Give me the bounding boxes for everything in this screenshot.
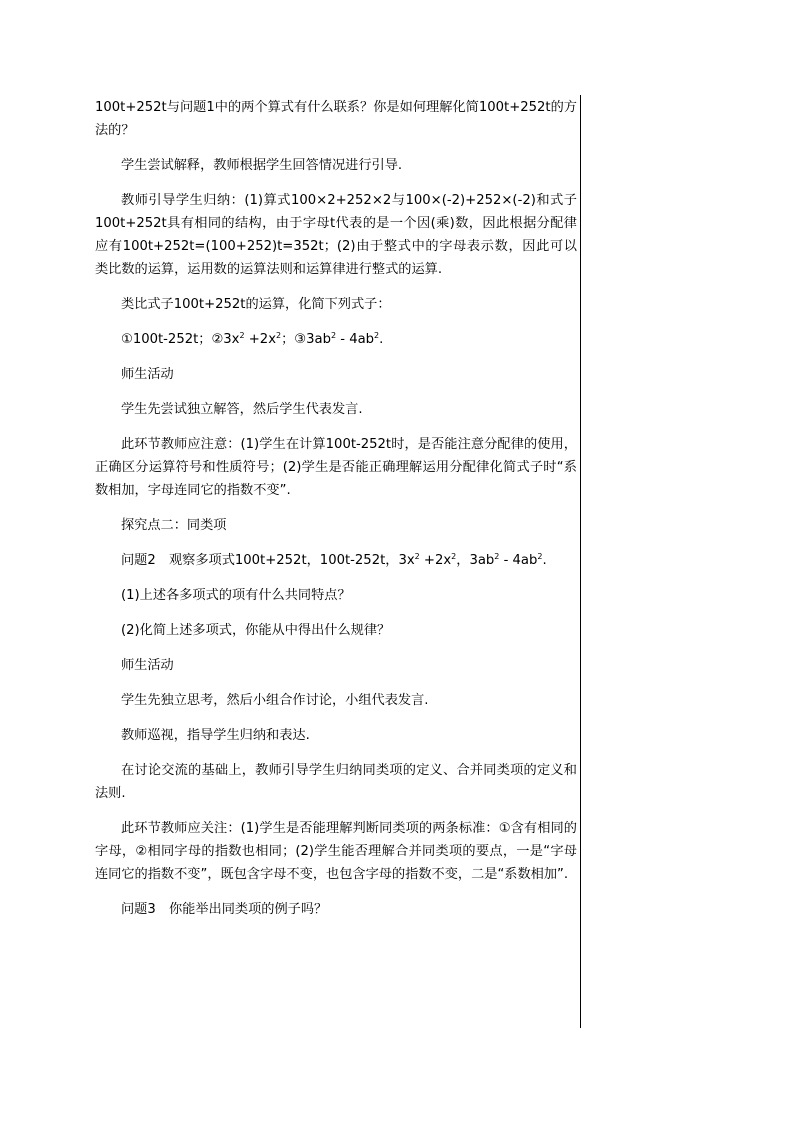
question-2-part-4: - 4ab [499,553,538,568]
exercise-expressions [95,328,577,351]
paragraph-teacher-focus: 此环节教师应关注：(1)学生是否能理解判断同类项的两条标准：①含有相同的字母，②相同字母的指数也相同；(2)学生能否理解合并同类项的要点，一是“字母连同它的指数不变”，既包含字母不变，也包含字母的指数不变，二是“系数相加”. [95,821,577,882]
exponent: 2 [239,331,245,340]
exponent: 2 [451,552,457,561]
exponent: 2 [374,331,380,340]
paragraph-teacher-patrol: 教师巡视，指导学生归纳和表达. [121,728,310,743]
exponent: 2 [494,552,500,561]
paragraph-teacher-summary: 教师引导学生归纳：(1)算式100×2+252×2与100×(-2)+252×(-2)和式子100t+252t具有相同的结构，由于字母t代表的是一个因(乘)数，因此根据分配律应有100t+252t=(100+252)t=352t；(2)由于整式中的字母表示数，因此可以类比数的运算，运用数的运算法则和运算律进行整式的运算. [95,193,577,277]
exercise-part-2: +2x [244,332,276,347]
section-heading-explore-2: 探究点二：同类项 [121,518,227,533]
question-2 [95,549,577,572]
paragraph-simplify-prompt: 类比式子100t+252t的运算，化简下列式子： [121,297,391,312]
exercise-part-3: ；③3ab [281,332,331,347]
paragraph-teacher-note: 此环节教师应注意：(1)学生在计算100t-252t时，是否能注意分配律的使用，正确区分运算符号和性质符号；(2)学生是否能正确理解运用分配律化简式子时“系数相加，字母连同它的指数不变”. [95,437,577,498]
table-border-line [580,95,581,1028]
paragraph-activity-heading-2: 师生活动 [121,658,174,673]
paragraph-student-explain: 学生尝试解释，教师根据学生回答情况进行引导. [121,158,403,173]
question-2-part-3: ，3ab [456,553,495,568]
sub-question-2: (2)化简上述多项式，你能从中得出什么规律？ [121,623,391,638]
exercise-part-5: . [379,332,384,347]
paragraph-group-discuss: 学生先独立思考，然后小组合作讨论，小组代表发言. [121,693,429,708]
question-2-part-5: . [542,553,547,568]
exponent: 2 [330,331,337,340]
exercise-part-4: - 4ab [336,332,375,347]
exercise-part-1: ①100t-252t；②3x [121,332,240,347]
exponent: 2 [414,552,420,561]
paragraph-intro-question: 100t+252t与问题1中的两个算式有什么联系？你是如何理解化简100t+252t的方法的？ [95,100,577,138]
paragraph-definition: 在讨论交流的基础上，教师引导学生归纳同类项的定义、合并同类项的定义和法则. [95,763,577,801]
exponent: 2 [537,552,543,561]
sub-question-1: (1)上述各多项式的项有什么共同特点？ [121,588,351,603]
lesson-content [95,96,577,933]
question-2-part-2: +2x [419,553,452,568]
question-2-lead: 问题2 观察多项式100t+252t，100t-252t，3x [121,553,415,568]
paragraph-student-answer: 学生先尝试独立解答，然后学生代表发言. [121,402,363,417]
question-3: 问题3 你能举出同类项的例子吗？ [121,902,328,917]
paragraph-activity-heading: 师生活动 [121,367,174,382]
exponent: 2 [276,331,282,340]
